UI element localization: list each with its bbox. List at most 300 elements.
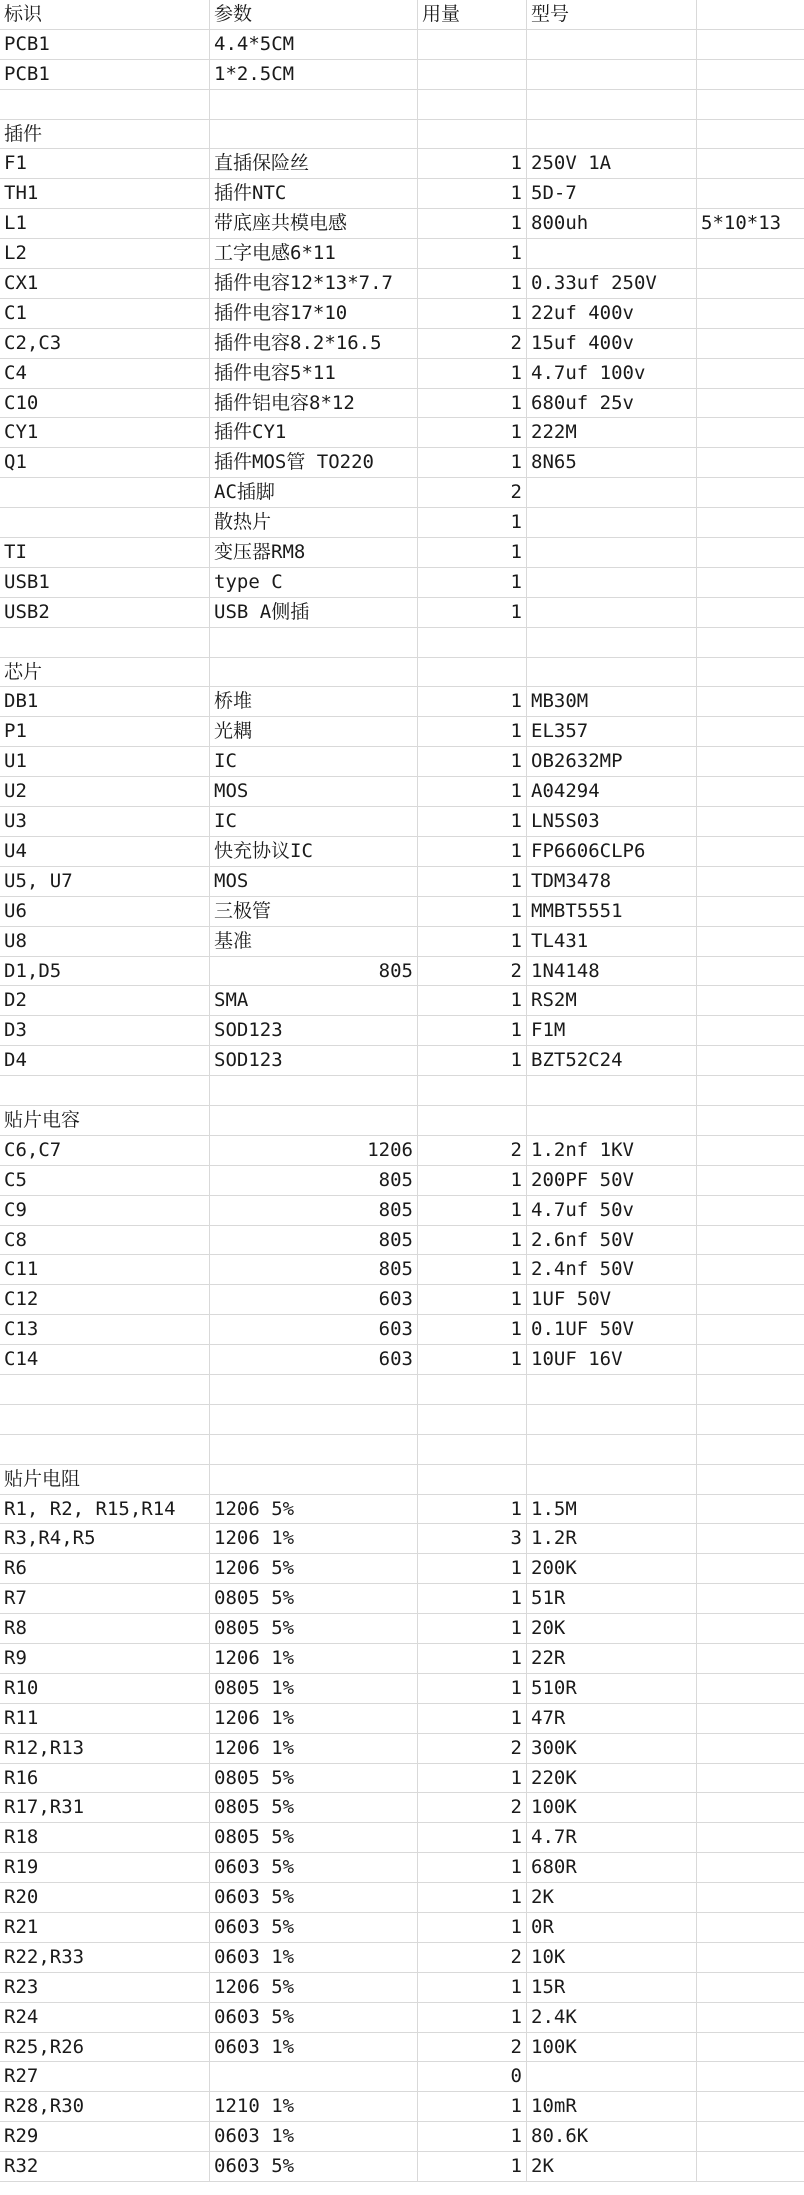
cell-param[interactable]: 1206 1% [210,1704,418,1733]
cell-id[interactable]: D3 [0,1016,210,1045]
cell-param[interactable] [210,1465,418,1494]
cell-param[interactable]: 805 [210,1255,418,1284]
cell-id[interactable]: R25,R26 [0,2033,210,2062]
cell-extra[interactable] [697,2003,804,2032]
cell-model[interactable]: 51R [527,1584,697,1613]
cell-extra[interactable] [697,1614,804,1643]
cell-extra[interactable] [697,1764,804,1793]
cell-qty[interactable]: 1 [418,2003,527,2032]
cell-extra[interactable] [697,1196,804,1225]
cell-id[interactable]: R18 [0,1823,210,1852]
cell-extra[interactable] [697,1524,804,1553]
header-cell-id[interactable]: 标识 [0,0,210,29]
cell-model[interactable]: 4.7uf 50v [527,1196,697,1225]
cell-qty[interactable] [418,120,527,149]
cell-id[interactable]: C9 [0,1196,210,1225]
cell-param[interactable]: type C [210,568,418,597]
cell-id[interactable]: R10 [0,1674,210,1703]
cell-param[interactable]: 1206 5% [210,1554,418,1583]
cell-extra[interactable] [697,867,804,896]
cell-param[interactable]: 0603 5% [210,2003,418,2032]
cell-param[interactable]: 805 [210,1166,418,1195]
cell-extra[interactable] [697,986,804,1015]
cell-param[interactable] [210,1375,418,1404]
cell-extra[interactable] [697,807,804,836]
cell-qty[interactable]: 1 [418,777,527,806]
cell-model[interactable]: 10mR [527,2092,697,2121]
cell-model[interactable]: 20K [527,1614,697,1643]
cell-param[interactable]: 插件电容8.2*16.5 [210,329,418,358]
cell-param[interactable]: SOD123 [210,1046,418,1075]
cell-qty[interactable] [418,1076,527,1105]
cell-id[interactable]: R12,R13 [0,1734,210,1763]
cell-qty[interactable]: 1 [418,179,527,208]
cell-qty[interactable]: 1 [418,1764,527,1793]
cell-extra[interactable] [697,2122,804,2151]
cell-qty[interactable] [418,658,527,687]
cell-model[interactable]: 222M [527,418,697,447]
cell-extra[interactable] [697,837,804,866]
cell-extra[interactable] [697,1644,804,1673]
cell-id[interactable]: D4 [0,1046,210,1075]
cell-extra[interactable] [697,269,804,298]
cell-qty[interactable]: 1 [418,239,527,268]
cell-qty[interactable]: 2 [418,957,527,986]
cell-qty[interactable]: 1 [418,359,527,388]
cell-model[interactable]: 15R [527,1973,697,2002]
cell-extra[interactable] [697,2152,804,2181]
cell-param[interactable]: 1206 [210,1136,418,1165]
cell-param[interactable] [210,1405,418,1434]
cell-id[interactable]: R29 [0,2122,210,2151]
cell-qty[interactable] [418,628,527,657]
cell-model[interactable] [527,478,697,507]
cell-extra[interactable] [697,1076,804,1105]
cell-qty[interactable]: 1 [418,1823,527,1852]
cell-qty[interactable] [418,60,527,89]
cell-id[interactable]: P1 [0,717,210,746]
cell-param[interactable]: 1206 1% [210,1734,418,1763]
cell-param[interactable]: SOD123 [210,1016,418,1045]
cell-param[interactable]: AC插脚 [210,478,418,507]
header-cell-param[interactable]: 参数 [210,0,418,29]
cell-model[interactable]: 800uh [527,209,697,238]
cell-id[interactable] [0,90,210,119]
cell-extra[interactable] [697,1704,804,1733]
cell-model[interactable] [527,1435,697,1464]
cell-model[interactable]: FP6606CLP6 [527,837,697,866]
cell-extra[interactable] [697,478,804,507]
cell-qty[interactable]: 1 [418,1016,527,1045]
cell-param[interactable]: 0603 1% [210,2122,418,2151]
cell-id[interactable]: USB2 [0,598,210,627]
cell-param[interactable]: 0805 5% [210,1584,418,1613]
cell-model[interactable]: 5D-7 [527,179,697,208]
cell-qty[interactable]: 1 [418,1554,527,1583]
cell-qty[interactable] [418,90,527,119]
cell-id[interactable]: C13 [0,1315,210,1344]
cell-extra[interactable] [697,149,804,178]
cell-param[interactable]: SMA [210,986,418,1015]
cell-extra[interactable] [697,777,804,806]
cell-model[interactable]: 510R [527,1674,697,1703]
cell-model[interactable] [527,30,697,59]
cell-param[interactable]: 插件电容12*13*7.7 [210,269,418,298]
cell-extra[interactable] [697,2033,804,2062]
cell-id[interactable] [0,1435,210,1464]
cell-model[interactable]: 1N4148 [527,957,697,986]
cell-param[interactable]: MOS [210,867,418,896]
cell-param[interactable] [210,628,418,657]
cell-qty[interactable]: 1 [418,1495,527,1524]
cell-model[interactable]: 100K [527,1793,697,1822]
cell-qty[interactable]: 1 [418,508,527,537]
cell-id[interactable]: R8 [0,1614,210,1643]
cell-model[interactable] [527,1465,697,1494]
cell-id[interactable]: PCB1 [0,30,210,59]
cell-param[interactable]: 603 [210,1345,418,1374]
cell-id[interactable]: C6,C7 [0,1136,210,1165]
cell-model[interactable] [527,90,697,119]
cell-id[interactable]: F1 [0,149,210,178]
cell-id[interactable]: C1 [0,299,210,328]
cell-qty[interactable]: 1 [418,1973,527,2002]
cell-id[interactable]: CX1 [0,269,210,298]
cell-model[interactable]: 250V 1A [527,149,697,178]
cell-extra[interactable] [697,1106,804,1135]
cell-extra[interactable] [697,1823,804,1852]
cell-extra[interactable] [697,1973,804,2002]
cell-extra[interactable] [697,1734,804,1763]
cell-model[interactable]: 10UF 16V [527,1345,697,1374]
cell-param[interactable]: 插件MOS管 TO220 [210,448,418,477]
cell-param[interactable]: 1206 1% [210,1524,418,1553]
cell-extra[interactable] [697,1793,804,1822]
cell-param[interactable]: 光耦 [210,717,418,746]
cell-model[interactable]: TL431 [527,927,697,956]
cell-extra[interactable] [697,1166,804,1195]
cell-id[interactable]: DB1 [0,687,210,716]
cell-id[interactable]: C8 [0,1226,210,1255]
cell-model[interactable]: 47R [527,1704,697,1733]
cell-id[interactable]: R6 [0,1554,210,1583]
cell-model[interactable] [527,1405,697,1434]
cell-param[interactable]: 三极管 [210,897,418,926]
cell-extra[interactable] [697,508,804,537]
cell-model[interactable]: 10K [527,1943,697,1972]
cell-model[interactable]: 2.4K [527,2003,697,2032]
cell-qty[interactable]: 1 [418,927,527,956]
cell-model[interactable]: 1UF 50V [527,1285,697,1314]
cell-id[interactable]: R7 [0,1584,210,1613]
header-cell-model[interactable]: 型号 [527,0,697,29]
cell-param[interactable]: 1206 5% [210,1495,418,1524]
cell-id[interactable]: R1, R2, R15,R14 [0,1495,210,1524]
cell-extra[interactable] [697,30,804,59]
cell-qty[interactable]: 1 [418,2152,527,2181]
cell-id[interactable]: R16 [0,1764,210,1793]
cell-model[interactable] [527,568,697,597]
cell-model[interactable] [527,239,697,268]
cell-param[interactable]: 603 [210,1315,418,1344]
cell-id[interactable]: U3 [0,807,210,836]
cell-extra[interactable] [697,1554,804,1583]
cell-qty[interactable]: 2 [418,1734,527,1763]
cell-qty[interactable]: 1 [418,1913,527,1942]
cell-extra[interactable] [697,1016,804,1045]
cell-extra[interactable] [697,957,804,986]
cell-model[interactable]: OB2632MP [527,747,697,776]
cell-qty[interactable]: 3 [418,1524,527,1553]
cell-param[interactable]: USB A侧插 [210,598,418,627]
cell-id[interactable]: U6 [0,897,210,926]
cell-extra[interactable] [697,1226,804,1255]
cell-param[interactable] [210,1106,418,1135]
cell-id[interactable] [0,1405,210,1434]
cell-param[interactable]: 805 [210,1196,418,1225]
cell-model[interactable]: 0R [527,1913,697,1942]
cell-extra[interactable] [697,1584,804,1613]
cell-qty[interactable]: 1 [418,1674,527,1703]
cell-extra[interactable] [697,1465,804,1494]
cell-id[interactable]: PCB1 [0,60,210,89]
cell-qty[interactable] [418,1405,527,1434]
cell-param[interactable]: 1206 1% [210,1644,418,1673]
cell-qty[interactable]: 1 [418,837,527,866]
cell-id[interactable] [0,508,210,537]
cell-model[interactable]: 2K [527,2152,697,2181]
cell-extra[interactable] [697,1405,804,1434]
cell-param[interactable]: 0805 5% [210,1764,418,1793]
cell-model[interactable]: 300K [527,1734,697,1763]
cell-qty[interactable]: 1 [418,1166,527,1195]
cell-id[interactable] [0,1076,210,1105]
cell-id[interactable]: Q1 [0,448,210,477]
cell-param[interactable]: 插件NTC [210,179,418,208]
cell-param[interactable]: 插件CY1 [210,418,418,447]
cell-model[interactable]: 8N65 [527,448,697,477]
cell-id[interactable]: C10 [0,389,210,418]
cell-qty[interactable]: 1 [418,897,527,926]
cell-model[interactable]: LN5S03 [527,807,697,836]
cell-param[interactable]: 散热片 [210,508,418,537]
cell-param[interactable]: 插件电容5*11 [210,359,418,388]
cell-id[interactable]: U4 [0,837,210,866]
cell-id[interactable]: R20 [0,1883,210,1912]
cell-extra[interactable] [697,2092,804,2121]
cell-id[interactable]: R22,R33 [0,1943,210,1972]
cell-id[interactable]: R32 [0,2152,210,2181]
cell-qty[interactable]: 1 [418,1584,527,1613]
cell-id[interactable]: TH1 [0,179,210,208]
cell-extra[interactable] [697,239,804,268]
cell-id[interactable]: R23 [0,1973,210,2002]
cell-param[interactable]: 0603 5% [210,1853,418,1882]
cell-id[interactable]: R21 [0,1913,210,1942]
header-cell-qty[interactable]: 用量 [418,0,527,29]
cell-model[interactable]: 680R [527,1853,697,1882]
cell-id[interactable]: R28,R30 [0,2092,210,2121]
cell-qty[interactable]: 1 [418,1255,527,1284]
cell-model[interactable]: 2K [527,1883,697,1912]
cell-qty[interactable]: 1 [418,598,527,627]
cell-id[interactable]: U5, U7 [0,867,210,896]
cell-param[interactable]: 0805 1% [210,1674,418,1703]
cell-extra[interactable] [697,359,804,388]
cell-param[interactable]: 0603 1% [210,1943,418,1972]
cell-qty[interactable]: 1 [418,1614,527,1643]
cell-extra[interactable] [697,1136,804,1165]
cell-model[interactable]: 680uf 25v [527,389,697,418]
cell-model[interactable] [527,120,697,149]
cell-extra[interactable] [697,687,804,716]
cell-qty[interactable]: 2 [418,1943,527,1972]
cell-qty[interactable]: 2 [418,2033,527,2062]
cell-id[interactable]: U2 [0,777,210,806]
cell-qty[interactable]: 1 [418,389,527,418]
cell-qty[interactable]: 1 [418,717,527,746]
cell-extra[interactable] [697,628,804,657]
cell-param[interactable]: 变压器RM8 [210,538,418,567]
cell-qty[interactable]: 1 [418,1226,527,1255]
header-cell-extra[interactable] [697,0,804,29]
cell-qty[interactable]: 2 [418,1793,527,1822]
cell-extra[interactable] [697,1943,804,1972]
cell-qty[interactable]: 2 [418,1136,527,1165]
cell-id[interactable]: R17,R31 [0,1793,210,1822]
cell-model[interactable]: 80.6K [527,2122,697,2151]
cell-extra[interactable] [697,1315,804,1344]
cell-extra[interactable] [697,1046,804,1075]
cell-model[interactable]: 1.5M [527,1495,697,1524]
cell-extra[interactable] [697,1883,804,1912]
cell-extra[interactable] [697,1913,804,1942]
cell-qty[interactable]: 1 [418,2092,527,2121]
cell-param[interactable]: 0603 1% [210,2033,418,2062]
cell-id[interactable]: R27 [0,2062,210,2091]
cell-qty[interactable]: 1 [418,1883,527,1912]
cell-extra[interactable] [697,747,804,776]
cell-param[interactable]: 插件铝电容8*12 [210,389,418,418]
cell-id[interactable] [0,478,210,507]
cell-id[interactable]: TI [0,538,210,567]
cell-model[interactable] [527,2062,697,2091]
cell-qty[interactable]: 1 [418,1704,527,1733]
cell-id[interactable]: R24 [0,2003,210,2032]
cell-qty[interactable]: 0 [418,2062,527,2091]
cell-model[interactable]: MB30M [527,687,697,716]
cell-param[interactable]: 4.4*5CM [210,30,418,59]
cell-id[interactable]: R11 [0,1704,210,1733]
cell-param[interactable]: MOS [210,777,418,806]
cell-model[interactable]: 4.7uf 100v [527,359,697,388]
cell-model[interactable] [527,1106,697,1135]
cell-model[interactable]: 220K [527,1764,697,1793]
cell-extra[interactable] [697,418,804,447]
cell-model[interactable] [527,60,697,89]
cell-qty[interactable]: 1 [418,299,527,328]
cell-model[interactable] [527,628,697,657]
cell-param[interactable]: 基准 [210,927,418,956]
cell-qty[interactable]: 2 [418,478,527,507]
cell-extra[interactable] [697,90,804,119]
cell-param[interactable]: 直插保险丝 [210,149,418,178]
cell-model[interactable] [527,1375,697,1404]
cell-id[interactable]: 贴片电阻 [0,1465,210,1494]
cell-model[interactable]: 200K [527,1554,697,1583]
cell-qty[interactable]: 1 [418,867,527,896]
cell-model[interactable]: 22uf 400v [527,299,697,328]
cell-qty[interactable]: 1 [418,1196,527,1225]
cell-model[interactable]: EL357 [527,717,697,746]
cell-qty[interactable]: 1 [418,747,527,776]
cell-extra[interactable] [697,1375,804,1404]
cell-extra[interactable] [697,1495,804,1524]
cell-qty[interactable] [418,1375,527,1404]
cell-param[interactable] [210,120,418,149]
cell-param[interactable]: 1*2.5CM [210,60,418,89]
cell-id[interactable]: U8 [0,927,210,956]
cell-id[interactable]: C14 [0,1345,210,1374]
cell-model[interactable]: 200PF 50V [527,1166,697,1195]
cell-param[interactable]: 快充协议IC [210,837,418,866]
cell-id[interactable]: USB1 [0,568,210,597]
cell-extra[interactable] [697,897,804,926]
cell-extra[interactable] [697,1255,804,1284]
cell-extra[interactable] [697,927,804,956]
cell-param[interactable]: 带底座共模电感 [210,209,418,238]
cell-extra[interactable] [697,1853,804,1882]
cell-extra[interactable] [697,60,804,89]
cell-extra[interactable] [697,1674,804,1703]
cell-param[interactable] [210,2062,418,2091]
cell-param[interactable]: 工字电感6*11 [210,239,418,268]
cell-model[interactable]: F1M [527,1016,697,1045]
cell-qty[interactable]: 1 [418,418,527,447]
cell-id[interactable]: D2 [0,986,210,1015]
cell-param[interactable]: 603 [210,1285,418,1314]
cell-extra[interactable] [697,1285,804,1314]
cell-param[interactable] [210,658,418,687]
cell-id[interactable] [0,628,210,657]
cell-qty[interactable]: 1 [418,687,527,716]
cell-model[interactable]: BZT52C24 [527,1046,697,1075]
cell-qty[interactable]: 1 [418,568,527,597]
cell-id[interactable]: R9 [0,1644,210,1673]
cell-qty[interactable]: 1 [418,1285,527,1314]
cell-param[interactable]: 桥堆 [210,687,418,716]
cell-id[interactable]: L2 [0,239,210,268]
cell-extra[interactable] [697,179,804,208]
cell-param[interactable]: 805 [210,957,418,986]
cell-qty[interactable]: 1 [418,807,527,836]
cell-model[interactable]: 1.2nf 1KV [527,1136,697,1165]
cell-qty[interactable]: 1 [418,448,527,477]
cell-extra[interactable] [697,598,804,627]
cell-extra[interactable] [697,2062,804,2091]
cell-model[interactable]: 2.6nf 50V [527,1226,697,1255]
cell-model[interactable] [527,538,697,567]
cell-param[interactable]: IC [210,807,418,836]
cell-extra[interactable] [697,1345,804,1374]
cell-qty[interactable]: 1 [418,1853,527,1882]
cell-qty[interactable]: 1 [418,1046,527,1075]
cell-qty[interactable] [418,1465,527,1494]
cell-id[interactable] [0,1375,210,1404]
cell-param[interactable]: 0603 5% [210,1913,418,1942]
cell-extra[interactable] [697,717,804,746]
cell-model[interactable]: 1.2R [527,1524,697,1553]
